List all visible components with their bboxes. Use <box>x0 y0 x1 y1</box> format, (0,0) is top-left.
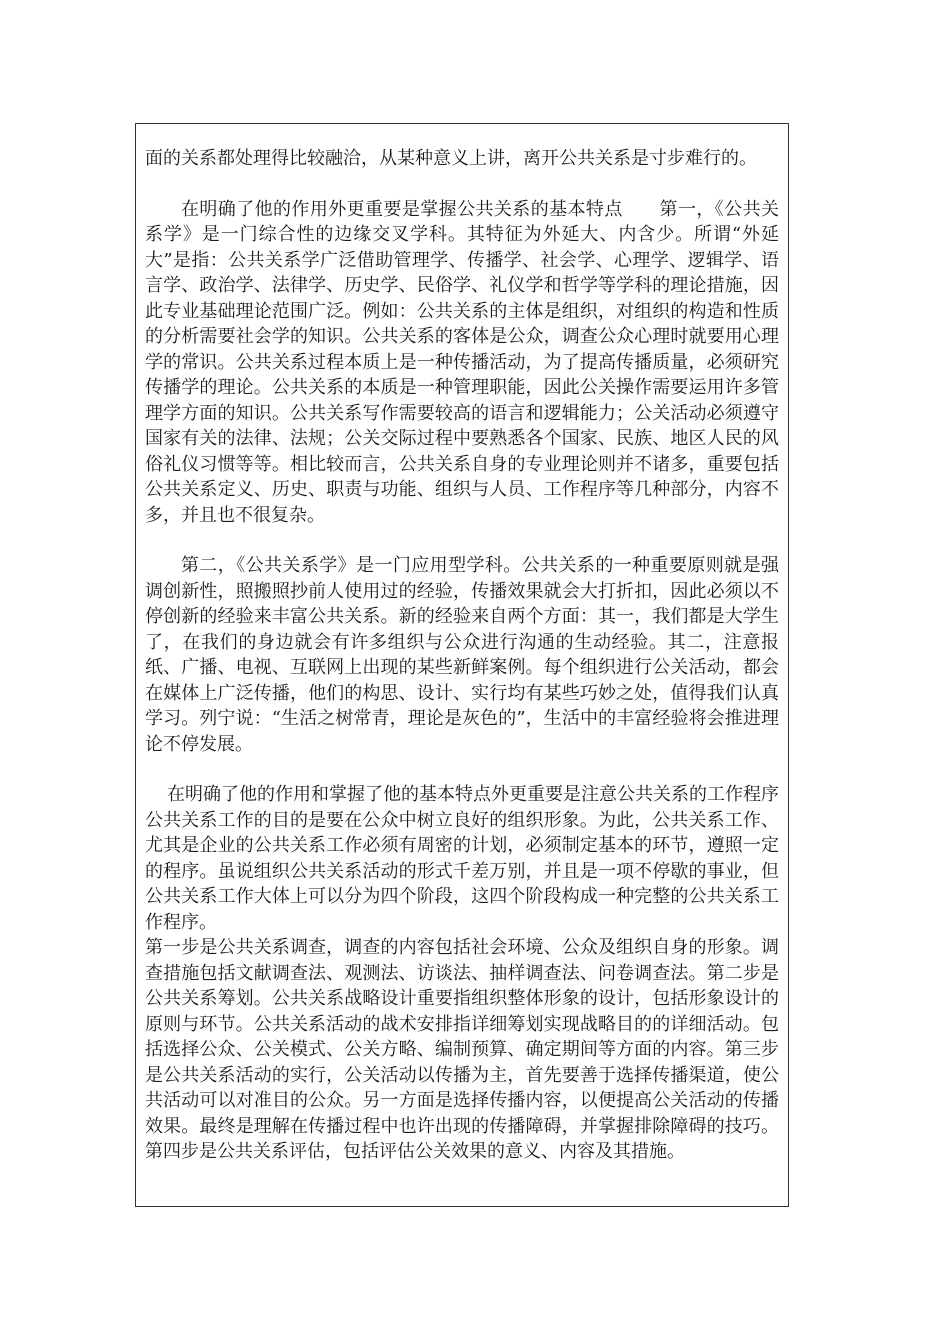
paragraph-first-feature: 在明确了他的作用外更重要是掌握公共关系的基本特点 第一，《公共关系学》是一门综合性的边缘交叉学科。其特征为外延大、内含少。所谓“外延大”是指：公共关系学广泛借助管理学、传播学、社会学、心理学、逻辑学、语言学、政治学、法律学、历史学、民俗学、礼仪学和哲学等学科的理论措施，因此专业基础理论范围广泛。例如：公共关系的主体是组织，对组织的构造和性质的分析需要社会学的知识。公共关系的客体是公众，调查公众心理时就要用心理学的常识。公共关系过程本质上是一种传播活动，为了提高传播质量，必须研究传播学的理论。公共关系的本质是一种管理职能，因此公关操作需要运用许多管理学方面的知识。公共关系写作需要较高的语言和逻辑能力；公关活动必须遵守国家有关的法律、法规；公关交际过程中要熟悉各个国家、民族、地区人民的风俗礼仪习惯等等。相比较而言，公共关系自身的专业理论则并不诸多，重要包括公共关系定义、历史、职责与功能、组织与人员、工作程序等几种部分，内容不多，并且也不很复杂。 <box>145 198 779 526</box>
document-body <box>145 146 779 1165</box>
paragraph-work-procedure: 在明确了他的作用和掌握了他的基本特点外更重要是注意公共关系的工作程序公共关系工作的目的是要在公众中树立良好的组织形象。为此，公共关系工作、尤其是企业的公共关系工作必须有周密的计划，必须制定基本的环节，遵照一定的程序。虽说组织公共关系活动的形式千差万别，并且是一项不停歇的事业，但公共关系工作大体上可以分为四个阶段，这四个阶段构成一种完整的公共关系工作程序。 <box>145 784 779 933</box>
paragraph-four-steps: 第一步是公共关系调查，调查的内容包括社会环境、公众及组织自身的形象。调查措施包括文献调查法、观测法、访谈法、抽样调查法、问卷调查法。第二步是公共关系筹划。公共关系战略设计重要指组织整体形象的设计，包括形象设计的原则与环节。公共关系活动的战术安排指详细筹划实现战略目的的详细活动。包括选择公众、公关模式、公关方略、编制预算、确定期间等方面的内容。第三步是公共关系活动的实行，公关活动以传播为主，首先要善于选择传播渠道，使公共活动可以对准目的公众。另一方面是选择传播内容，以便提高公关活动的传播效果。最终是理解在传播过程中也许出现的传播障碍，并掌握排除障碍的技巧。第四步是公共关系评估，包括评估公关效果的意义、内容及其措施。 <box>145 937 779 1162</box>
paragraph-second-feature: 第二，《公共关系学》是一门应用型学科。公共关系的一种重要原则就是强调创新性，照搬照抄前人使用过的经验，传播效果就会大打折扣，因此必须以不停创新的经验来丰富公共关系。新的经验来自两个方面：其一，我们都是大学生了，在我们的身边就会有许多组织与公众进行沟通的生动经验。其二，注意报纸、广播、电视、互联网上出现的某些新鲜案例。每个组织进行公关活动，都会在媒体上广泛传播，他们的构思、设计、实行均有某些巧妙之处，值得我们认真学习。列宁说：“生活之树常青，理论是灰色的”，生活中的丰富经验将会推进理论不停发展。 <box>145 555 779 755</box>
paragraph-continuation: 面的关系都处理得比较融洽，从某种意义上讲，离开公共关系是寸步难行的。 <box>145 148 757 169</box>
